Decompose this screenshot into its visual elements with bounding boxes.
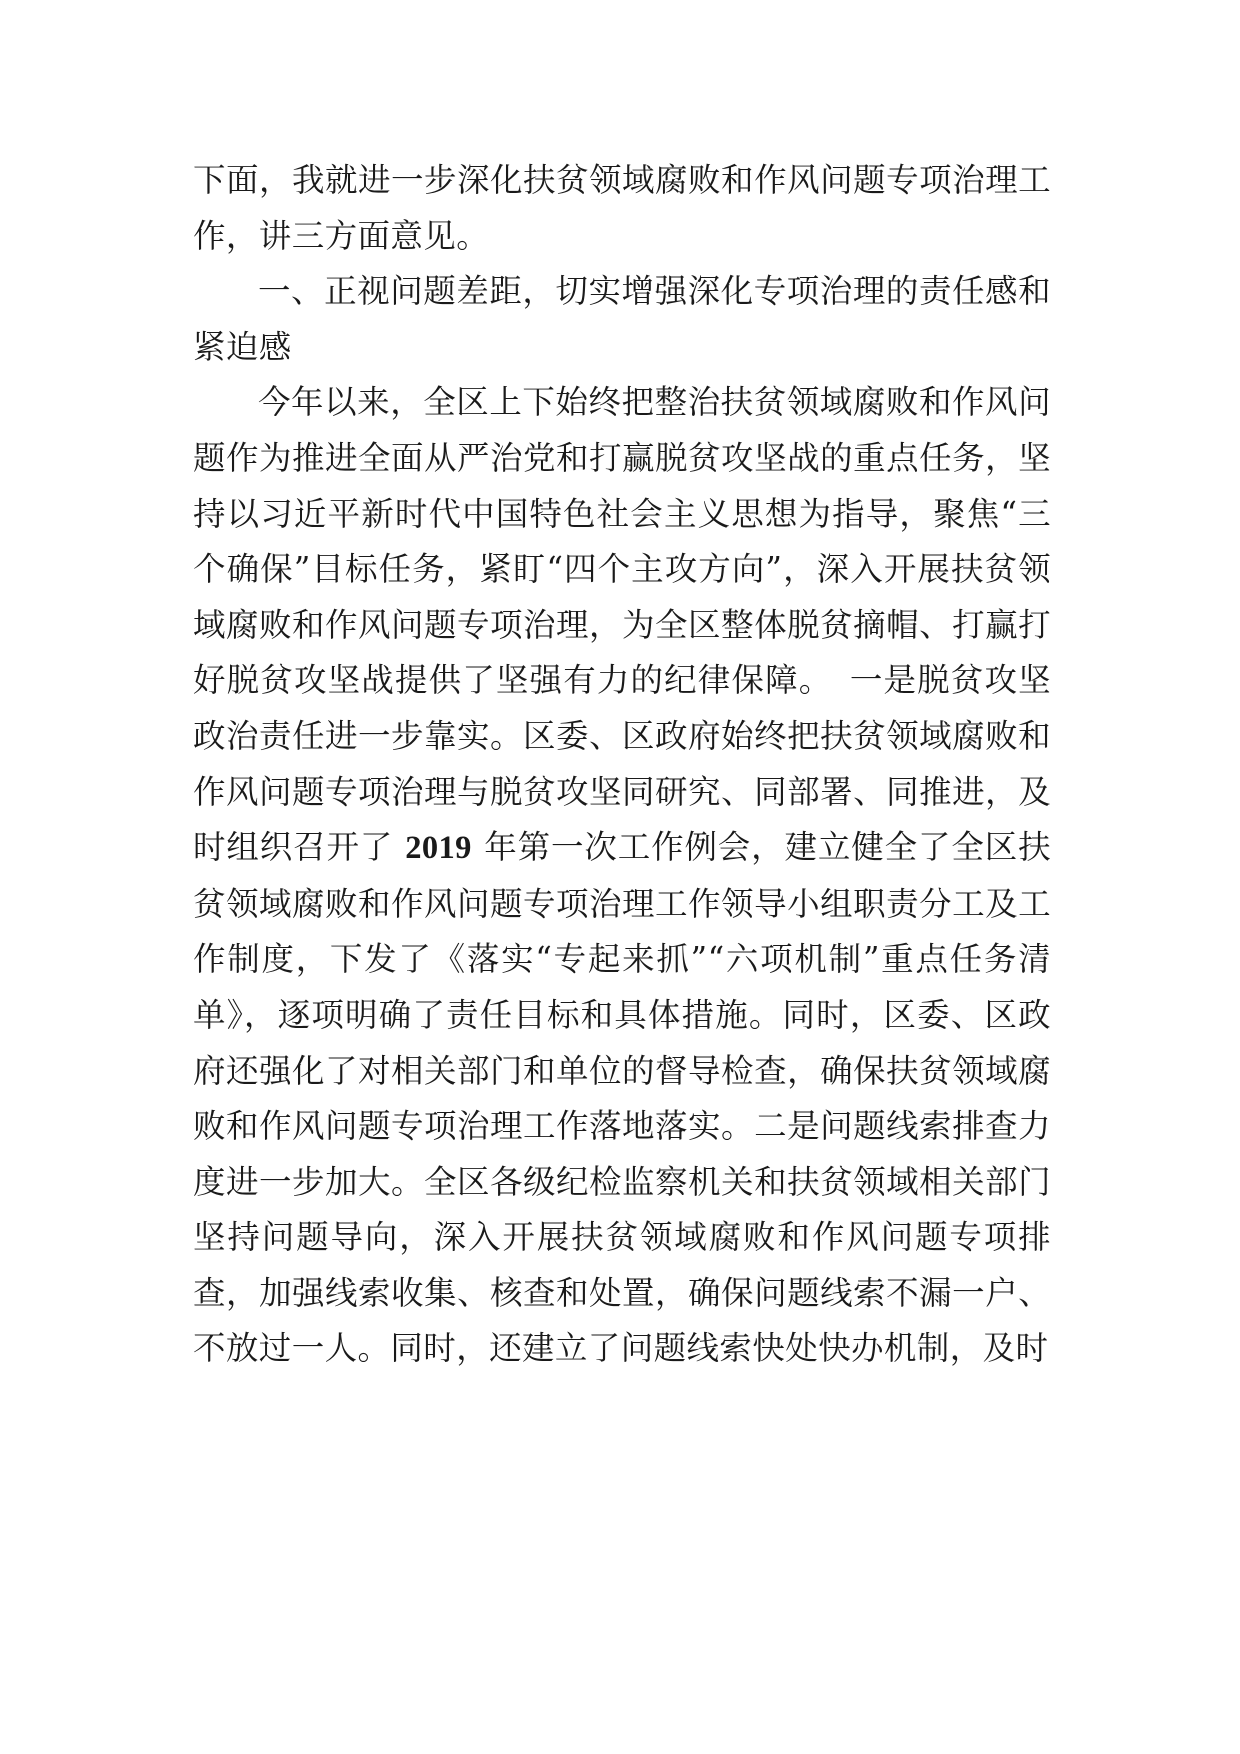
intro-paragraph: 下面，我就进一步深化扶贫领域腐败和作风问题专项治理工作，讲三方面意见。 xyxy=(193,161,1051,255)
year-number: 2019 xyxy=(405,830,472,867)
body-paragraph xyxy=(193,375,1051,1377)
document-body xyxy=(193,153,1051,1377)
body-text-part2: 年第一次工作例会，建立健全了全区扶贫领域腐败和作风问题专项治理工作领导小组职责分工及工作制度，下发了《落实“专起来抓”“六项机制”重点任务清单》，逐项明确了责任目标和具体措施。同时，区委、区政府还强化了对相关部门和单位的督导检查，确保扶贫领域腐败和作风问题专项治理工作落地落实。二是问题线索排查力度进一步加大。全区各级纪检监察机关和扶贫领域相关部门坚持问题导向，深入开展扶贫领域腐败和作风问题专项排查，加强线索收集、核查和处置，确保问题线索不漏一户、不放过一人。同时，还建立了问题线索快处快办机制，及时 xyxy=(193,828,1051,1368)
body-text-part1: 今年以来，全区上下始终把整治扶贫领域腐败和作风问题作为推进全面从严治党和打赢脱贫攻坚战的重点任务，坚持以习近平新时代中国特色社会主义思想为指导，聚焦“三个确保”目标任务，紧盯“四个主攻方向”，深入开展扶贫领域腐败和作风问题专项治理，为全区整体脱贫摘帽、打赢打好脱贫攻坚战提供了坚强有力的纪律保障。 一是脱贫攻坚政治责任进一步靠实。区委、区政府始终把扶贫领域腐败和作风问题专项治理与脱贫攻坚同研究、同部署、同推进，及时组织召开了 xyxy=(193,383,1051,867)
section-heading: 一、正视问题差距，切实增强深化专项治理的责任感和紧迫感 xyxy=(193,272,1051,366)
